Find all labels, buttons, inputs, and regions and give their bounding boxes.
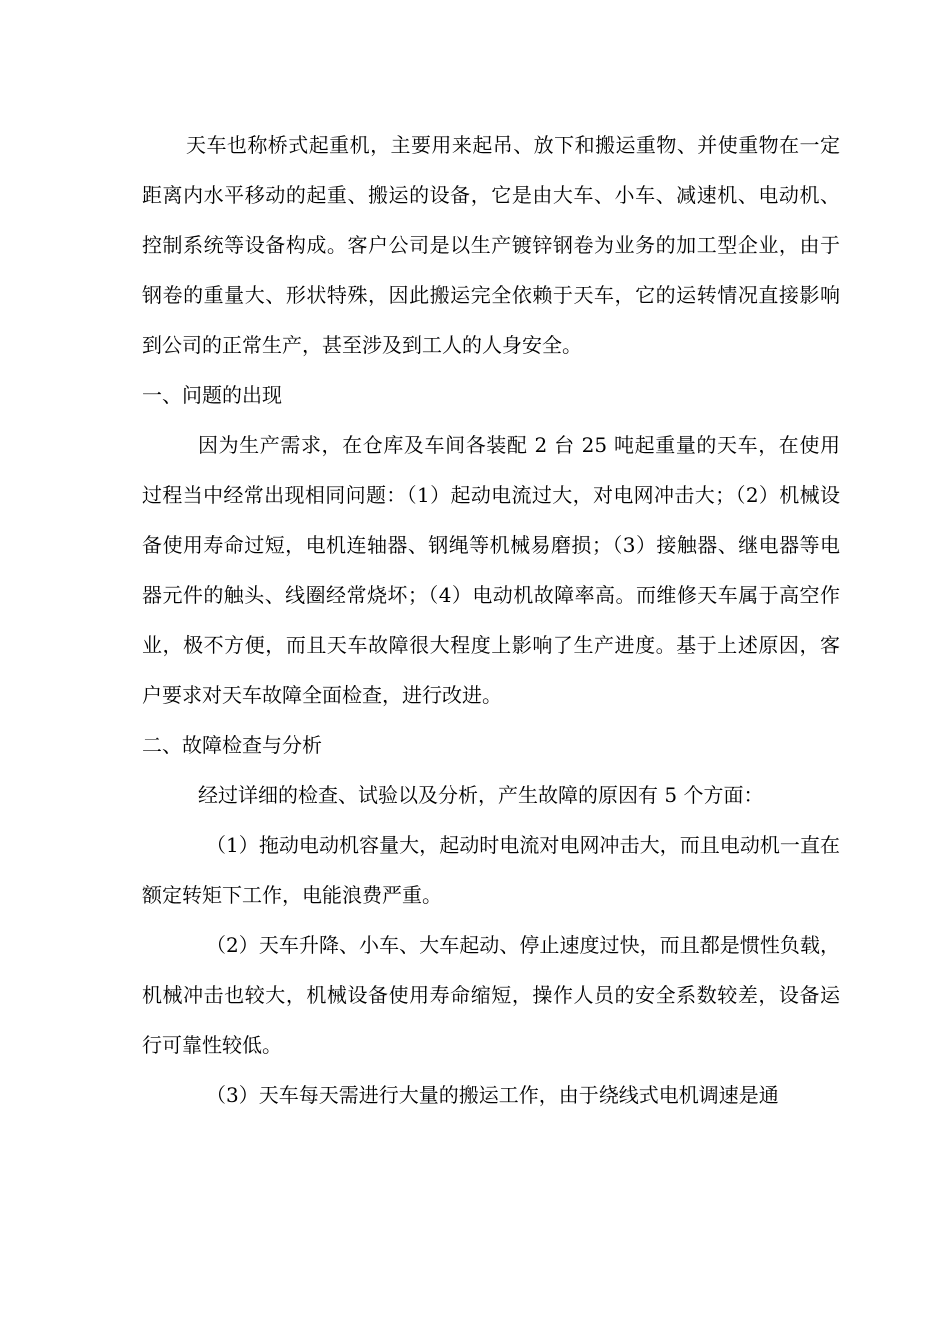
section-1-heading: 一、问题的出现 <box>142 383 282 407</box>
document-page <box>142 120 840 1120</box>
intro-paragraph: 天车也称桥式起重机，主要用来起吊、放下和搬运重物、并使重物在一定距离内水平移动的起重、搬运的设备，它是由大车、小车、减速机、电动机、控制系统等设备构成。客户公司是以生产镀锌钢卷为业务的加工型企业，由于钢卷的重量大、形状特殊，因此搬运完全依赖于天车，它的运转情况直接影响到公司的正常生产，甚至涉及到工人的人身安全。 <box>142 133 840 357</box>
section-2-intro: 经过详细的检查、试验以及分析，产生故障的原因有 5 个方面： <box>198 783 764 807</box>
section-1-paragraph: 因为生产需求，在仓库及车间各装配 2 台 25 吨起重量的天车，在使用过程当中经常出现相同问题：（1）起动电流过大，对电网冲击大；（2）机械设备使用寿命过短，电机连轴器、钢绳等机械易磨损；（3）接触器、继电器等电器元件的触头、线圈经常烧坏；（4）电动机故障率高。而维修天车属于高空作业，极不方便，而且天车故障很大程度上影响了生产进度。基于上述原因，客户要求对天车故障全面检查，进行改进。 <box>142 433 840 707</box>
cause-item-3: （3）天车每天需进行大量的搬运工作，由于绕线式电机调速是通 <box>206 1083 779 1107</box>
section-2-heading: 二、故障检查与分析 <box>142 733 322 757</box>
cause-item-1: （1）拖动电动机容量大，起动时电流对电网冲击大，而且电动机一直在额定转矩下工作，电能浪费严重。 <box>142 833 840 907</box>
cause-item-2: （2）天车升降、小车、大车起动、停止速度过快，而且都是惯性负载，机械冲击也较大，机械设备使用寿命缩短，操作人员的安全系数较差，设备运行可靠性较低。 <box>142 933 840 1057</box>
